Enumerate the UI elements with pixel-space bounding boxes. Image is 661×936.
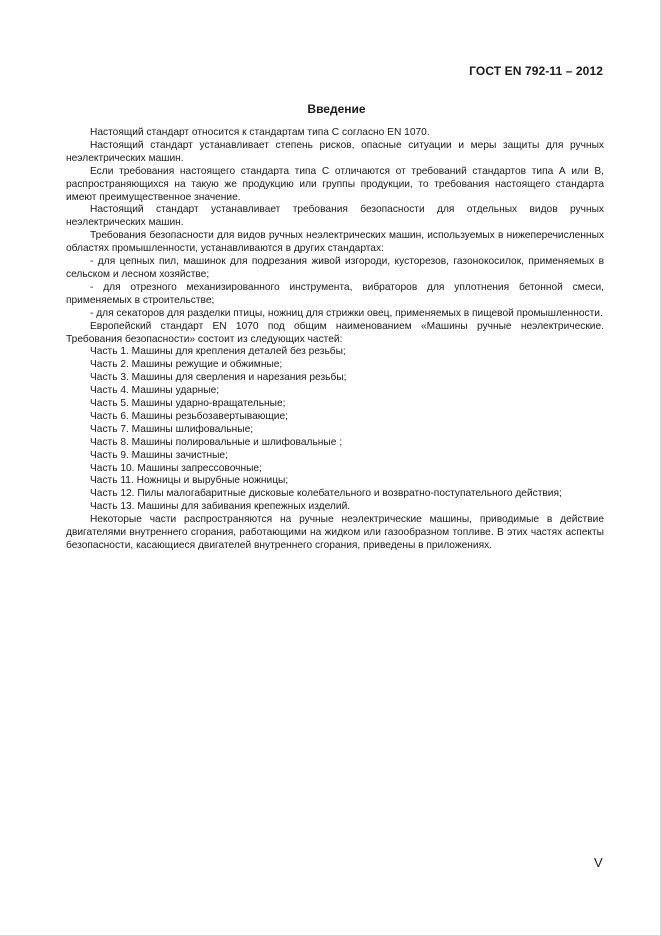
- section-title: Введение: [307, 102, 366, 116]
- paragraph: Если требования настоящего стандарта типа С отличаются от требований стандартов типа А или В, распространяющихся на такую же продукцию или группы продукции, то требования настоящего стандарта имеют преимущественное значение.: [66, 165, 604, 203]
- list-item: Часть 8. Машины полировальные и шлифовальные ;: [90, 436, 343, 448]
- list-item: Часть 1. Машины для крепления деталей без резьбы;: [90, 346, 346, 358]
- list-item: Часть 11. Ножницы и вырубные ножницы;: [90, 475, 289, 487]
- list-item: - для секаторов для разделки птицы, ножниц для стрижки овец, применяемых в пищевой промышленности.: [90, 307, 603, 319]
- list-item: - для цепных пил, машинок для подрезания живой изгороди, кусторезов, газонокосилок, применяемых в сельском и лесном хозяйстве;: [66, 256, 604, 280]
- paragraph: Настоящий стандарт устанавливает требования безопасности для отдельных видов ручных неэлектрических машин.: [66, 204, 604, 229]
- document-id-header: ГОСТ EN 792-11 – 2012: [469, 64, 603, 78]
- section-body: [66, 127, 604, 553]
- paragraph: Требования безопасности для видов ручных неэлектрических машин, используемых в нижеперечисленных областях промышленности, устанавливаются в других стандартах:: [66, 230, 604, 255]
- list-item: Часть 7. Машины шлифовальные;: [90, 423, 254, 435]
- list-item: Часть 2. Машины режущие и обжимные;: [90, 359, 283, 371]
- list-item: Часть 13. Машины для забивания крепежных изделий.: [90, 501, 351, 513]
- page-number: V: [594, 855, 603, 870]
- list-item: Часть 4. Машины ударные;: [90, 385, 220, 397]
- paragraph: Настоящий стандарт относится к стандартам типа С согласно EN 1070.: [90, 127, 430, 138]
- paragraph: Европейский стандарт EN 1070 под общим наименованием «Машины ручные неэлектрические. Требования безопасности» состоит из следующих частей:: [66, 320, 604, 345]
- paragraph: Настоящий стандарт устанавливает степень рисков, опасные ситуации и меры защиты для ручных неэлектрических машин.: [66, 139, 604, 164]
- list-item: - для отрезного механизированного инструмента, вибраторов для уплотнения бетонной смеси, применяемых в строительстве;: [66, 281, 604, 306]
- list-item: Часть 9. Машины зачистные;: [90, 449, 228, 461]
- list-item: Часть 3. Машины для сверления и нарезания резьбы;: [90, 372, 347, 384]
- list-item: Часть 12. Пилы малогабаритные дисковые колебательного и возвратно-поступательного действия;: [90, 488, 562, 500]
- list-item: Часть 10. Машины запрессовочные;: [90, 462, 262, 474]
- list-item: Часть 6. Машины резьбозавертывающие;: [90, 410, 288, 422]
- list-item: Часть 5. Машины ударно-вращательные;: [90, 398, 286, 410]
- paragraph: Некоторые части распространяются на ручные неэлектрические машины, приводимые в действие двигателями внутреннего сгорания, работающими на жидком или газообразном топливе. В этих частях аспекты безопасности, касающиеся двигателей внутреннего сгорания, приведены в приложениях.: [66, 514, 604, 551]
